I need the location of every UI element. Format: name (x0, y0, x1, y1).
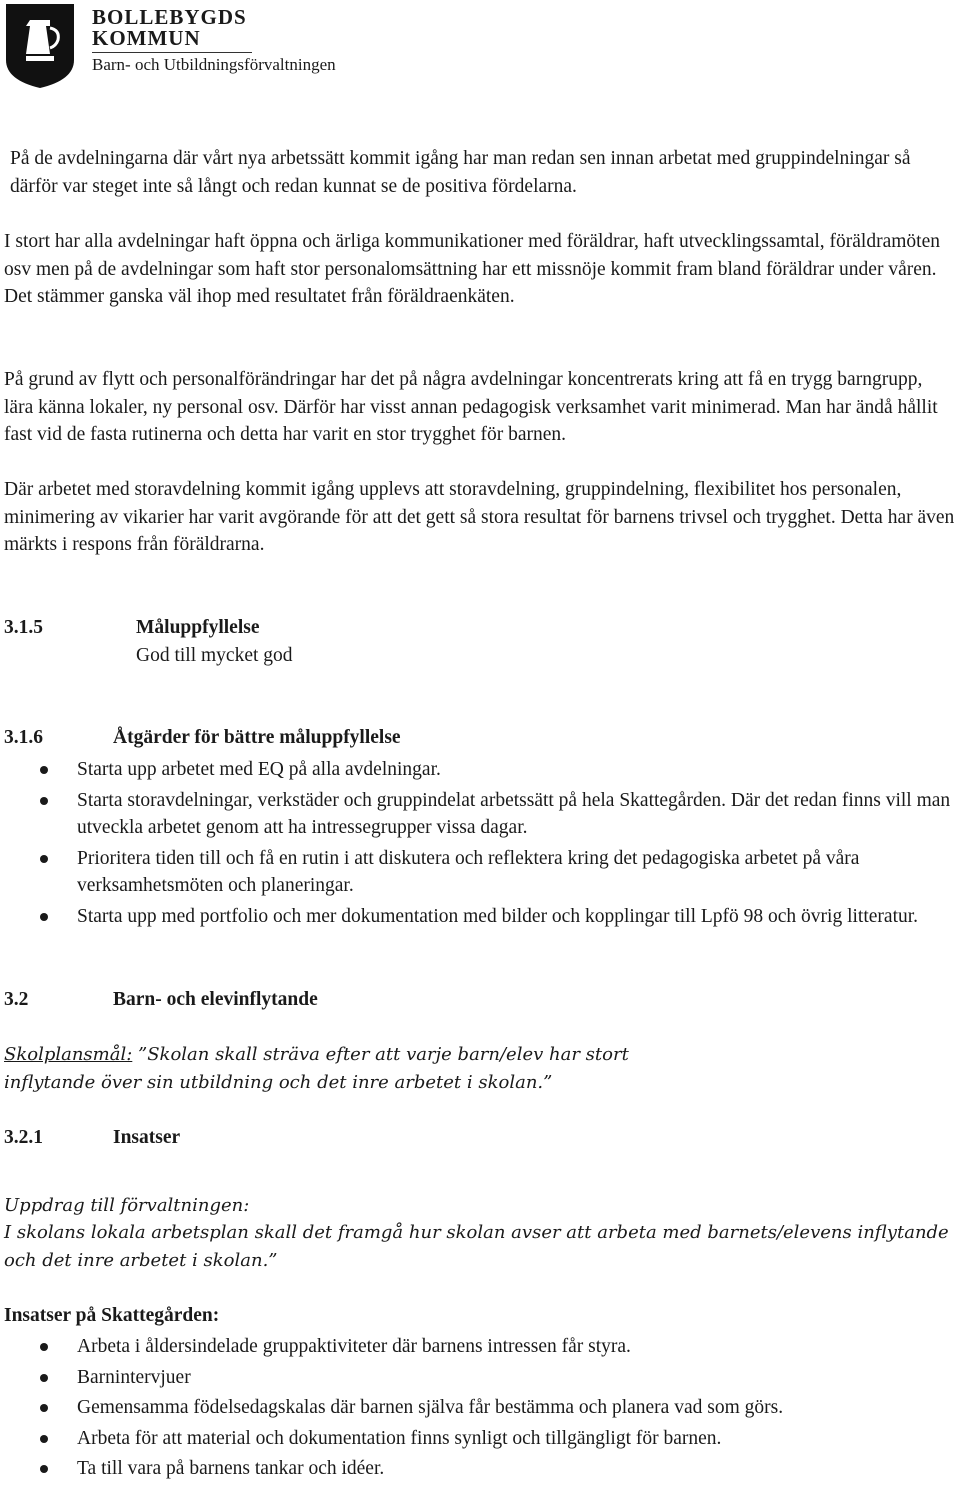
bullet-icon (40, 913, 48, 921)
measures-list (0, 756, 958, 930)
list-item: Arbeta för att material och dokumentation finns synligt och tillgängligt för barnen. (0, 1425, 958, 1453)
paragraph-3: På grund av flytt och personalförändringar har det på några avdelningar koncentrerats kring att få en trygg barngrupp, lära känna lokaler, ny personal osv. Därför har visst annan pedagogisk verksamhet varit minimerad. Man har ändå hållit fast vid de fasta rutinerna och detta har varit en stor trygghet för barnen. (4, 369, 938, 445)
section-3-2-1-number: 3.2.1 (4, 1127, 43, 1148)
assignment-label: Uppdrag till förvaltningen: (4, 1195, 250, 1216)
org-name-line2: KOMMUN (92, 26, 201, 50)
list-item: Barnintervjuer (0, 1364, 958, 1392)
list-item: Ta till vara på barnens tankar och idéer. (0, 1455, 958, 1483)
paragraph-2: I stort har alla avdelningar haft öppna och ärliga kommunikationer med föräldrar, haft utvecklingssamtal, föräldramöten osv men på de avdelningar som haft stor personalomsättning har ett missnöje kommit fram bland föräldrar under våren. Det stämmer ganska väl ihop med resultatet från föräldraenkäten. (4, 231, 940, 307)
paragraph-1: På de avdelningarna där vårt nya arbetssätt kommit igång har man redan sen innan arbetat med gruppindelningar så därför var steget inte så långt och redan kunnat se de positiva fördelarna. (10, 148, 911, 197)
section-3-1-6-number: 3.1.6 (4, 727, 43, 748)
header-divider (92, 52, 252, 53)
section-3-1-5-title: Måluppfyllelse (136, 617, 260, 638)
goal-label: Skolplansmål: (4, 1044, 133, 1065)
bullet-icon (40, 1465, 48, 1473)
paragraph-4: Där arbetet med storavdelning kommit igång upplevs att storavdelning, gruppindelning, flexibilitet hos personalen, minimering av vikarier har varit avgörande för att det gett så stora resultat för barnens trivsel och trygghet. Detta har även märkts i respons från föräldrarna. (4, 479, 955, 555)
bullet-icon (40, 766, 48, 774)
department-name: Barn- och Utbildningsförvaltningen (92, 55, 336, 74)
list-item: Gemensamma födelsedagskalas där barnen själva får bestämma och planera vad som görs. (0, 1394, 958, 1422)
list-item: Starta upp arbetet med EQ på alla avdelningar. (0, 756, 958, 784)
org-name-line1: BOLLEBYGDS (92, 5, 247, 29)
bullet-icon (40, 855, 48, 863)
list-item: Starta storavdelningar, verkstäder och gruppindelat arbetssätt på hela Skattegården. Där det redan finns vill man utveckla arbetet genom att ha intressegrupper vissa dagar. (0, 787, 958, 842)
section-3-1-6-title: Åtgärder för bättre måluppfyllelse (113, 727, 401, 748)
actions-heading: Insatser på Skattegården: (4, 1305, 220, 1326)
list-item: Starta upp med portfolio och mer dokumentation med bilder och kopplingar till Lpfö 98 och övrig litteratur. (0, 903, 958, 931)
bullet-icon (40, 1343, 48, 1351)
bullet-icon (40, 797, 48, 805)
section-3-2-1-title: Insatser (113, 1127, 181, 1148)
school-plan-goal (4, 1041, 704, 1096)
municipality-crest-icon (4, 2, 76, 90)
section-3-1-5-value: God till mycket god (136, 645, 293, 666)
section-3-2-number: 3.2 (4, 989, 29, 1010)
list-item: Arbeta i åldersindelade gruppaktiviteter där barnens intressen får styra. (0, 1333, 958, 1361)
bullet-icon (40, 1404, 48, 1412)
bullet-icon (40, 1374, 48, 1382)
actions-list (0, 1333, 958, 1483)
section-3-2-title: Barn- och elevinflytande (113, 989, 318, 1010)
goal-text: ”Skolan skall sträva efter att varje barn/elev har stort inflytande över sin utbildning och det inre arbetet i skolan.” (4, 1044, 629, 1093)
assignment-text: I skolans lokala arbetsplan skall det framgå hur skolan avser att arbeta med barnets/elevens inflytande och det inre arbetet i skolan.” (4, 1222, 949, 1271)
bullet-icon (40, 1435, 48, 1443)
section-3-1-5-number: 3.1.5 (4, 617, 43, 638)
letterhead (4, 2, 424, 92)
list-item: Prioritera tiden till och få en rutin i att diskutera och reflektera kring det pedagogiska arbetet på våra verksamhetsmöten och planeringar. (0, 845, 958, 900)
